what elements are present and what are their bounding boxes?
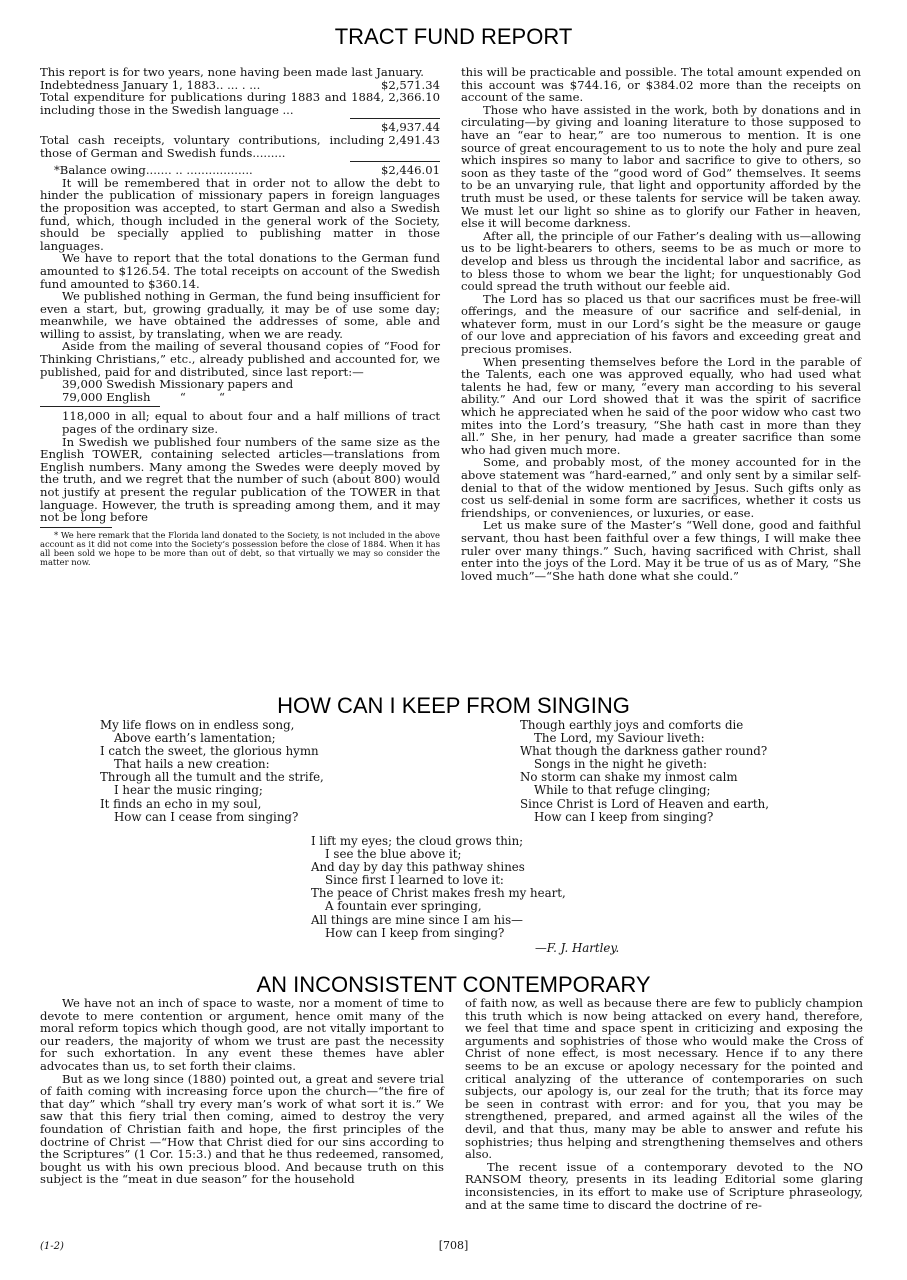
- account-row: Total expenditure for publications during 1883 and 1884, including those in the Swedish language ... 2,366.10: [40, 90, 440, 117]
- poem-line: Above earth’s lamentation;: [114, 731, 276, 746]
- poem-line: How can I keep from singing?: [325, 925, 505, 940]
- footer-issue-number: (1-2): [40, 1241, 64, 1252]
- paragraph: The recent issue of a contemporary devoted to the NO RANSOM theory, presents in its leading Editorial some glaring inconsistencies, in its effort to make use of Scripture phraseology, and at the same time to discard the doctrine of re-: [465, 1159, 863, 1212]
- footnote-rule: [40, 527, 112, 528]
- tract-left-column: [40, 66, 440, 568]
- tract-right-column: [461, 66, 861, 582]
- paragraph: We have not an inch of space to waste, nor a moment of time to devote to mere contention or argument, hence omit many of the moral reform topics which though good, are not vitally important to our readers, the majority of whom we trust are past the necessity for such exhortation. In any event these themes have abler advocates than us, to set forth their claims.: [40, 996, 444, 1073]
- poem-line: How can I cease from singing?: [114, 809, 299, 824]
- poem-line: That hails a new creation:: [114, 757, 270, 772]
- poem-line: No storm can shake my inmost calm: [520, 770, 738, 785]
- poem-line: I catch the sweet, the glorious hymn: [100, 744, 319, 759]
- poem-line: All things are mine since I am his—: [311, 912, 523, 927]
- account-row: Total cash receipts, voluntary contributions, including those of German and Swedish funds......... 2,491.43: [40, 132, 440, 160]
- poem-stanza-2: [520, 719, 769, 824]
- paragraph: this will be practicable and possible. The total amount expended on this account was $744.16, or $384.02 more than the receipts on account of the same.: [461, 65, 861, 105]
- paragraph: After all, the principle of our Father’s dealing with us—allowing us to be light-bearers to others, seems to be as much or more to develop and bless us through the incidental labor and sacrifice, as to bless those to whom we bear the light; for unquestionably God could spread the truth without our feeble aid.: [461, 228, 861, 294]
- poem-line: Songs in the night he giveth:: [534, 757, 707, 772]
- total-line: 118,000 in all; equal to about four and a half millions of tract pages of the ordinary size.: [62, 409, 440, 437]
- section-title-tract-fund: TRACT FUND REPORT: [334, 24, 573, 49]
- paragraph: Some, and probably most, of the money accounted for in the above statement was “hard-earned,” and only sent by a similar self-denial to that of the widow mentioned by Jesus. Such gifts only as cost us self-denial in some form are sacrifices, whether it costs us friendships, or conveniences, or luxuries, or ease.: [461, 455, 861, 520]
- contemporary-right-column: [465, 997, 863, 1211]
- total-rule: [40, 406, 160, 407]
- section-title-contemporary: AN INCONSISTENT CONTEMPORARY: [256, 972, 651, 997]
- page-number: [708]: [438, 1239, 469, 1252]
- poem-line: How can I keep from singing?: [534, 809, 714, 824]
- poem-line: Since first I learned to love it:: [325, 873, 504, 888]
- paragraph: It will be remembered that in order not to allow the debt to hinder the publication of missionary papers in foreign languages the proposition was accepted, to start German and also a Swedish fund, which, though included in the general work of the Society, should be specially applied to publishing matter in those languages.: [40, 175, 440, 253]
- paragraph: The Lord has so placed us that our sacrifices must be free-will offerings, and the measure of our sacrifice and self-denial, in whatever form, must in our Lord’s sight be the measure or gauge of our love and appreciation of his favors and exceeding great and precious promises.: [461, 291, 861, 357]
- poem-line: Though earthly joys and comforts die: [520, 718, 744, 732]
- sum-rule: [350, 161, 440, 162]
- paragraph: But as we long since (1880) pointed out, a great and severe trial of faith coming with increasing force upon the church—“the fire of that day” which “shall try every man’s work of what sort it is.” We saw that this fiery trial then coming, aimed to destroy the very foundation of Christian faith and hope, the first principles of the doctrine of Christ —“How that Christ died for our sins according to the Scriptures” (1 Cor. 15:3.) and that he thus redeemed, ransomed, bought us with his own precious blood. And because truth on this subject is the “meat in due season” for the household: [40, 1071, 444, 1187]
- poem-line: I lift my eyes; the cloud grows thin;: [311, 834, 524, 848]
- poem-line: A fountain ever springing,: [325, 899, 482, 914]
- poem-line: The Lord, my Saviour liveth:: [534, 731, 705, 746]
- poem-author: —F. J. Hartley.: [535, 941, 620, 955]
- poem-line: Since Christ is Lord of Heaven and earth,: [520, 796, 770, 811]
- section-title-poem: HOW CAN I KEEP FROM SINGING: [277, 693, 630, 718]
- paragraph: Those who have assisted in the work, both by donations and in circulating—by giving and loaning literature to those supposed to have an “ear to hear,” are too numerous to mention. It is one source of great encouragement to us to note the holy and pure zeal which inspires so many to labor and sacrifice to give to others, so soon as they taste of the “good word of God” themselves. It seems to be an unvarying rule, that light and opportunity afforded by the truth must be used, or these talents for service will be taken away. We must let our light so shine as to glorify our Father in heaven, else it will become darkness.: [461, 102, 861, 231]
- poem-line: My life flows on in endless song,: [100, 718, 295, 732]
- footnote: * We here remark that the Florida land donated to the Society, is not included in the above account as it did not come into the Society’s possession before the close of 1884. When it has all been sold we hope to be more than out of debt, so that virtually we may so consider the matter now.: [40, 529, 440, 568]
- poem-line: I see the blue above it;: [325, 847, 462, 862]
- account-row: $4,937.44: [380, 120, 440, 135]
- paragraph: When presenting themselves before the Lord in the parable of the Talents, each one was approved equally, who had used what talents he had, few or many, “every man according to his several ability.” And our Lord showed that it was the spirit of sacrifice which he appreciated when he said of the poor widow who cast two mites into the Lord’s treasury, “She hath cast in more than they all.” She, in her penury, had made a greater sacrifice than some who had given much more.: [461, 354, 861, 457]
- contemporary-left-column: [40, 997, 444, 1186]
- account-row: *Balance owing....... .. .................. $2,446.01: [54, 163, 440, 178]
- paragraph: Let us make sure of the Master’s “Well done, good and faithful servant, thou hast been faithful over a few things, I will make thee ruler over many things.” Such, having sacrificed with Christ, shall enter into the joys of the Lord. May it be true of us as of Mary, “She loved much”—“She hath done what she could.”: [461, 518, 861, 583]
- poem-line: The peace of Christ makes fresh my heart,: [311, 886, 566, 901]
- papers-line: 79,000 English “ “: [62, 389, 225, 404]
- tract-intro: This report is for two years, none having been made last January.: [40, 65, 424, 79]
- sum-rule: [350, 118, 440, 119]
- paragraph: of faith now, as well as because there are few to publicly champion this truth which is now being attacked on every hand, therefore, we feel that time and space spent in criticizing and exposing the arguments and sophistries of those who would make the Cross of Christ of none effect, is most necessary. Hence if to any there seems to be an excuse or apology necessary for the pointed and critical analyzing of the utterance of contemporaries on such subjects, our apology is, our zeal for the truth; that its force may be seen in contrast with error: and for you, that you may be strengthened, prepared, and armed against all the wiles of the devil, and that thus, many may be able to answer and refute his sophistries; thus helping and strengthening themselves and others also.: [465, 996, 863, 1162]
- papers-line: 39,000 Swedish Missionary papers and: [62, 377, 294, 392]
- poem-line: While to that refuge clinging;: [534, 783, 711, 798]
- poem-line: It finds an echo in my soul,: [100, 796, 262, 811]
- poem-line: I hear the music ringing;: [114, 783, 263, 798]
- poem-stanza-3: [311, 835, 566, 940]
- poem-line: And day by day this pathway shines: [311, 860, 525, 875]
- paragraph: In Swedish we published four numbers of the same size as the English TOWER, containing selected articles—translations from English numbers. Many among the Swedes were deeply moved by the truth, and we regret that the number of such (about 800) would not justify at present the regular publication of the TOWER in that language. However, the truth is spreading among them, and it may not be long before: [40, 434, 440, 525]
- poem-line: Through all the tumult and the strife,: [100, 770, 324, 785]
- account-row: Indebtedness January 1, 1883.. ... . ... $2,571.34: [40, 77, 440, 92]
- poem-line: What though the darkness gather round?: [520, 744, 768, 759]
- paragraph: We have to report that the total donations to the German fund amounted to $126.54. The total receipts on account of the Swedish fund amounted to $360.14.: [40, 251, 440, 291]
- poem-stanza-1: [100, 719, 324, 824]
- paragraph: Aside from the mailing of several thousand copies of “Food for Thinking Christians,” etc., already published and accounted for, we published, paid for and distributed, since last report:—: [40, 339, 440, 379]
- paragraph: We published nothing in German, the fund being insufficient for even a start, but, growing gradually, it may be of use some day; meanwhile, we have obtained the addresses of some, able and willing to assist, by translating, when we are ready.: [40, 289, 440, 341]
